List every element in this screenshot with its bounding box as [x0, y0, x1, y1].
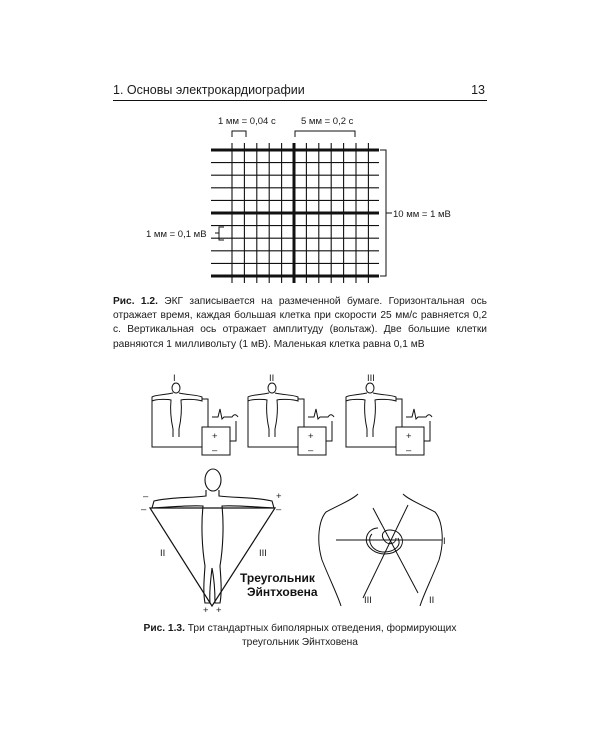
head-shape	[366, 383, 374, 393]
lead-wire	[424, 421, 430, 441]
ecg-trace	[406, 409, 432, 419]
lead-diagram	[152, 383, 238, 455]
lead-wire	[396, 399, 402, 427]
caption-label: Рис. 1.3.	[143, 623, 185, 634]
lead-line	[373, 508, 418, 593]
triangle-side-label-left: II	[160, 548, 166, 559]
lead-wire	[230, 421, 236, 441]
lead-wire	[298, 399, 304, 427]
chest-outline-left	[319, 494, 358, 606]
plus-sign: +	[308, 431, 314, 442]
einthoven-title-line1: Треугольник	[240, 571, 315, 585]
lead-wire	[346, 399, 396, 447]
head-shape	[205, 469, 221, 491]
plus-sign: +	[406, 431, 412, 442]
lead-wire	[248, 399, 298, 447]
chest-heart-diagram	[319, 494, 442, 606]
chest-outline-right	[403, 494, 442, 606]
head-shape	[172, 383, 180, 393]
head-shape	[268, 383, 276, 393]
einthoven-title-line2: Эйнтховена	[247, 585, 318, 599]
lead-label: I	[173, 373, 176, 384]
ecg-grid	[211, 143, 379, 283]
page-number: 13	[471, 83, 485, 97]
bipolar-leads-figure	[141, 373, 446, 616]
figure-1-3-caption	[135, 622, 465, 650]
lead-diagrams	[152, 373, 432, 456]
figure-1-2-caption	[113, 295, 487, 352]
plus-sign: +	[203, 605, 209, 616]
lead-diagram	[248, 383, 334, 455]
lead-wire	[326, 421, 332, 441]
big-volt-label: 10 мм = 1 мВ	[393, 209, 451, 220]
small-time-bracket	[232, 131, 246, 137]
minus-sign: –	[143, 491, 149, 502]
lead-wire	[152, 399, 202, 447]
ecg-trace	[212, 409, 238, 419]
lead-label: III	[367, 373, 375, 384]
minus-sign: –	[141, 504, 147, 515]
small-volt-label: 1 мм = 0,1 мВ	[146, 229, 207, 240]
minus-sign: –	[308, 445, 314, 456]
plus-sign: +	[212, 431, 218, 442]
lead-label: II	[269, 373, 275, 384]
body-outline	[152, 393, 202, 437]
small-time-label: 1 мм = 0,04 с	[218, 116, 276, 127]
plus-sign: +	[216, 605, 222, 616]
heart-shape	[370, 534, 399, 552]
ecg-trace	[308, 409, 334, 419]
chest-lead-label: I	[443, 536, 446, 547]
caption-text: Три стандартных биполярных отведения, формирующих треугольник Эйнтховена	[184, 623, 457, 649]
big-time-label: 5 мм = 0,2 с	[301, 116, 354, 127]
triangle-side-label-right: III	[259, 548, 267, 559]
minus-sign: –	[212, 445, 218, 456]
body-outline	[346, 393, 396, 437]
chapter-title: 1. Основы электрокардиографии	[113, 83, 305, 97]
body-outline	[248, 393, 298, 437]
chest-lead-label: II	[429, 595, 435, 606]
big-volt-bracket	[380, 150, 392, 276]
heart-shape	[366, 528, 402, 554]
caption-label: Рис. 1.2.	[113, 296, 158, 307]
lead-wire	[202, 399, 208, 427]
minus-sign: –	[406, 445, 412, 456]
plus-sign: +	[276, 491, 282, 502]
caption-text: ЭКГ записывается на размеченной бумаге. Горизонтальная ось отражает время, каждая большая клетка при скорости 25 мм/с равняется 0,2 с. Вертикальная ось отражает амплитуду (вольтаж). Две большие клетки равняются 1 милливольту (1 мВ). Маленькая клетка равна 0,1 мВ	[113, 296, 487, 350]
chest-lead-label: III	[364, 595, 372, 606]
lead-diagram	[346, 383, 432, 455]
ecg-grid-figure	[146, 116, 451, 283]
minus-sign: –	[276, 504, 282, 515]
big-time-bracket	[295, 131, 355, 137]
